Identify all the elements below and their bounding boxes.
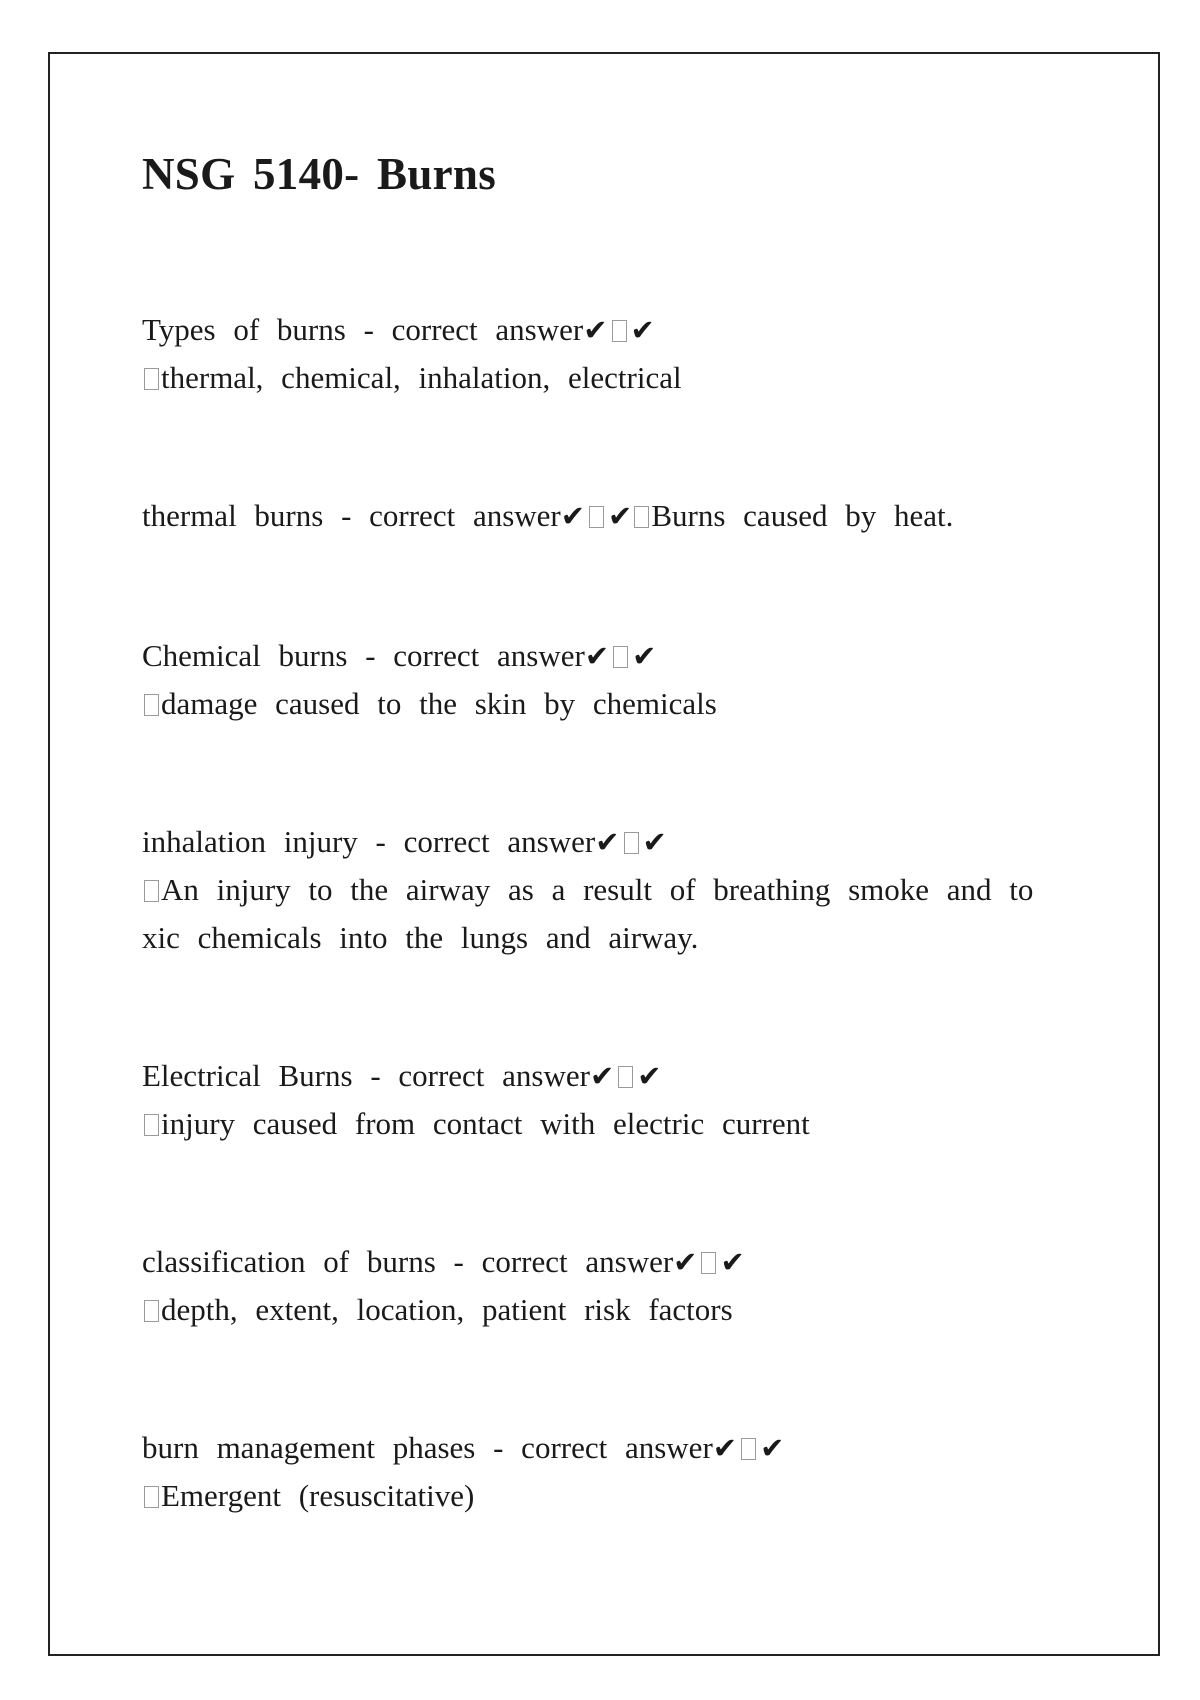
question-line: [142, 1052, 1062, 1100]
answer-line: [142, 1472, 1062, 1520]
check-icon: ✔: [637, 1059, 662, 1093]
separator: - correct answer: [475, 1430, 713, 1465]
missing-glyph-box: [634, 506, 649, 528]
check-icon: ✔: [712, 1431, 738, 1465]
entry-thermal-burns: [142, 492, 1062, 540]
check-icon: ✔: [608, 499, 633, 533]
question-line: [142, 632, 1062, 680]
answer-text: An injury to the airway as a result of breathing smoke and to: [161, 872, 1034, 907]
missing-glyph-box: [144, 880, 159, 902]
question-line: [142, 1238, 1062, 1286]
term: Chemical burns: [142, 638, 348, 673]
missing-glyph-box: [618, 1066, 633, 1088]
answer-text: Burns caused by heat.: [651, 498, 954, 533]
missing-glyph-box: [144, 368, 159, 390]
entry-burn-management-phases: [142, 1424, 1062, 1520]
check-icon: ✔: [584, 639, 610, 673]
check-icon: ✔: [560, 499, 586, 533]
separator: - correct answer: [323, 498, 561, 533]
missing-glyph-box: [613, 646, 628, 668]
answer-line: [142, 866, 1062, 914]
answer-line: [142, 680, 1062, 728]
term: burn management phases: [142, 1430, 476, 1465]
answer-text: xic chemicals into the lungs and airway.: [142, 920, 699, 955]
question-line: [142, 1424, 1062, 1472]
check-icon: ✔: [673, 1245, 698, 1279]
question-line: [142, 818, 1062, 866]
term: Types of burns: [142, 312, 346, 347]
check-icon: ✔: [720, 1245, 745, 1279]
missing-glyph-box: [144, 694, 159, 716]
question-line: [142, 306, 1062, 354]
separator: - correct answer: [352, 1058, 590, 1093]
missing-glyph-box: [624, 832, 639, 854]
missing-glyph-box: [144, 1114, 159, 1136]
term: classification of burns: [142, 1244, 436, 1279]
separator: - correct answer: [345, 312, 584, 347]
missing-glyph-box: [701, 1252, 716, 1274]
answer-text: depth, extent, location, patient risk factors: [161, 1292, 733, 1327]
answer-text: Emergent (resuscitative): [161, 1478, 475, 1513]
check-icon: ✔: [589, 1059, 615, 1093]
answer-line: [142, 914, 1062, 962]
missing-glyph-box: [612, 320, 627, 342]
question-line: [142, 492, 1062, 540]
answer-text: injury caused from contact with electric current: [161, 1106, 810, 1141]
term: Electrical Burns: [142, 1058, 353, 1093]
separator: - correct answer: [435, 1244, 674, 1279]
check-icon: ✔: [583, 313, 608, 347]
entry-types-of-burns: [142, 306, 1062, 402]
entry-classification-of-burns: [142, 1238, 1062, 1334]
answer-text: damage caused to the skin by chemicals: [161, 686, 717, 721]
answer-line: [142, 1286, 1062, 1334]
entry-inhalation-injury: [142, 818, 1062, 962]
separator: - correct answer: [347, 638, 585, 673]
entry-chemical-burns: [142, 632, 1062, 728]
separator: - correct answer: [357, 824, 596, 859]
answer-line: [142, 1100, 1062, 1148]
term: inhalation injury: [142, 824, 358, 859]
check-icon: ✔: [760, 1431, 785, 1465]
missing-glyph-box: [741, 1438, 756, 1460]
entry-electrical-burns: [142, 1052, 1062, 1148]
answer-line: [142, 354, 1062, 402]
term: thermal burns: [142, 498, 324, 533]
check-icon: ✔: [632, 639, 657, 673]
document-title: NSG 5140- Burns: [142, 149, 497, 199]
answer-text: thermal, chemical, inhalation, electrical: [161, 360, 682, 395]
check-icon: ✔: [642, 825, 667, 859]
check-icon: ✔: [595, 825, 620, 859]
missing-glyph-box: [144, 1300, 159, 1322]
check-icon: ✔: [630, 313, 655, 347]
missing-glyph-box: [589, 506, 604, 528]
missing-glyph-box: [144, 1486, 159, 1508]
